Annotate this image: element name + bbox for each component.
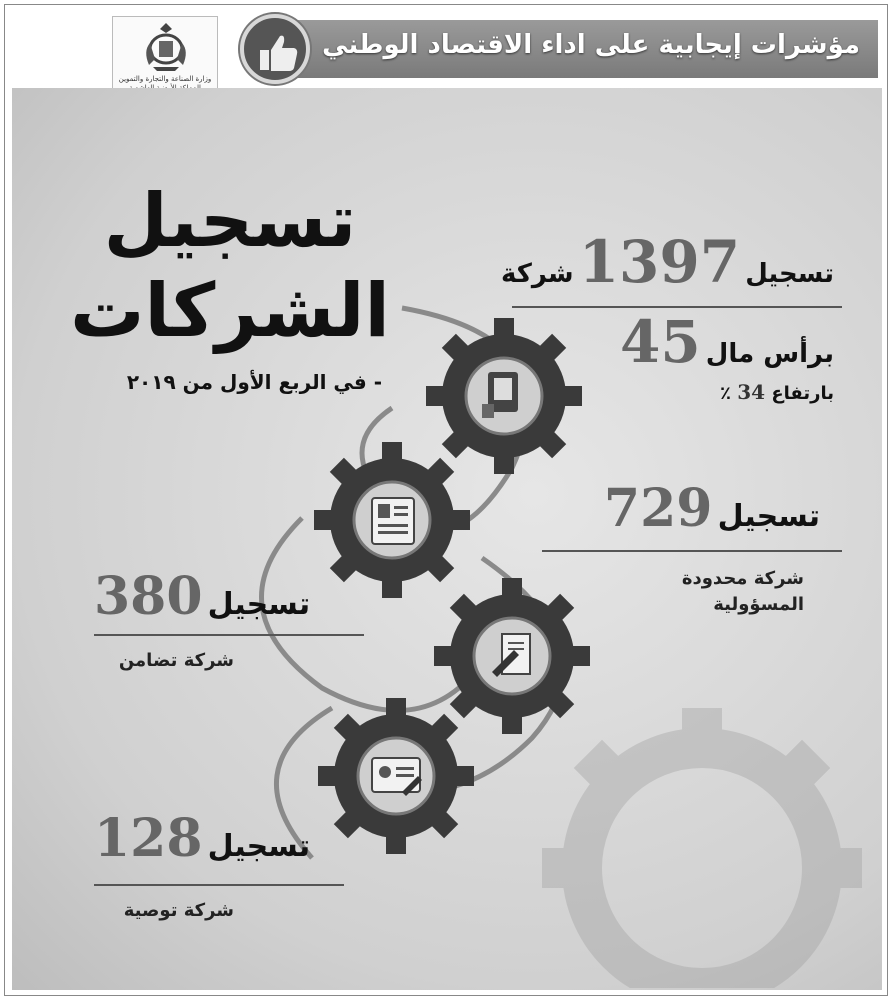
header-title: مؤشرات إيجابية على اداء الاقتصاد الوطني [322,30,860,60]
document-form-icon [372,498,414,544]
stat-increase [720,380,834,404]
stat-total-prefix: تسجيل [745,259,834,289]
stat-partnership-number: 380 [94,566,203,627]
id-card-icon [372,758,422,796]
header-banner [240,14,878,84]
stat-total-number: 1397 [578,228,741,296]
thumbs-up-icon [256,30,302,76]
stat-total [501,228,834,296]
stat-increase-number: 34 [737,380,766,404]
stat-limited-number: 128 [94,808,203,869]
stat-partnership-sub: شركة تضامن [118,650,234,671]
stat-llc-sub: شركة محدودة المسؤولية [681,568,804,615]
stat-llc-label: تسجيل [717,499,820,534]
stat-capital-label: برأس مال [705,339,834,369]
stat-llc [604,478,820,539]
thumbs-up-badge [240,14,310,84]
logo-caption: وزارة الصناعة والتجارة والتموين [118,75,212,83]
divider-partnership [94,634,364,636]
stat-limited-label: تسجيل [207,829,311,864]
stat-capital [620,308,834,376]
divider-llc [542,550,842,552]
headline-subtitle: - في الربع الأول من ٢٠١٩ [126,370,382,394]
stat-llc-number: 729 [603,478,713,539]
crest-icon [141,21,191,73]
stat-increase-label: بارتفاع [771,383,834,404]
stat-increase-unit: ٪ [719,383,731,404]
stat-partnership-label: تسجيل [207,587,311,622]
stat-partnership [94,566,310,627]
stat-capital-number: 45 [619,308,701,376]
stat-limited [94,808,310,869]
stat-limited-sub: شركة توصية [123,900,234,921]
headline-line1: تسجيل [103,178,357,264]
divider-limited [94,884,344,886]
headline-line2: الشركات [70,268,390,354]
main-panel [12,88,882,990]
stat-total-suffix: شركة [500,259,574,289]
